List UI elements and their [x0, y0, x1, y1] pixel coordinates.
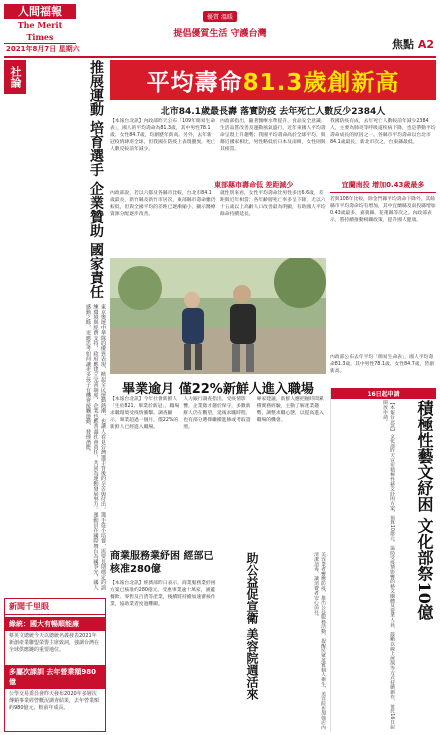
culture-relief-body: 【本報台北訊】文化部昨天宣布積極性藝文紓困方案，預算10億元，協助受疫情影響的藝文團體及從業人員，鼓勵以線上展演等方式持續創作，並於16日起開放申請。 [382, 400, 394, 730]
elderly-walking-photo [110, 258, 326, 374]
lead-article-middle [110, 190, 326, 254]
masthead-logo [4, 4, 76, 40]
header-slogan: 提倡優質生活 守護台灣 [173, 29, 267, 39]
editorial-headline: 推展運動 培育選手 企業贊助 國家責任 [88, 60, 104, 299]
editorial-column [4, 60, 106, 595]
brief-1-headline: 綠統：國大有暢順能廉 [5, 617, 105, 631]
jobs-article-col-3: 專家建議，新鮮人應把握時間累積實務經驗，主動了解產業趨勢，調整求職心態，以提高進入職場的機會。 [256, 397, 324, 423]
section-name: 焦點 [391, 38, 414, 51]
header-rule [4, 56, 436, 58]
lead-article-col-3: 我國防疫有成，去年死亡人數較前年減少2384人，主要為肺炎等呼吸道疾病下降，也是帶動平均壽命成長的原因之一。各縣市平均壽命以台北市84.1歲最長，新北市次之，台東縣最低。 [330, 119, 436, 145]
lead-headline-banner [110, 60, 436, 100]
editorial-tag: 社論 [4, 60, 26, 94]
sidebar-article [330, 180, 436, 350]
lead-article-top [110, 118, 436, 178]
lead-headline-left: 平均壽命 [146, 69, 243, 96]
sidebar-body: 若與108年比較，除金門縣平均壽命下降外，其餘縣市平均壽命均有增加，其中宜蘭縣及南投縣增加0.43歲最多，嘉義縣、花蓮縣等次之。內政部表示，將持續推動相關政策，提升國人健康。 [330, 197, 436, 223]
page-number: A2 [417, 38, 434, 51]
lead-article-col-1: 【本報台北訊】內政部昨天公布「109年簡易生命表」，國人的平均壽命為81.3歲，其中男性78.1歲、女性84.7歲，均創歷年新高。另外，去年新冠疫情肆虐全球，但我國在防疫上表現優異，死亡人數反較前年減少。 [110, 119, 216, 152]
brief-1-body: 蔡英文總統今天以總統名義發表2021年新創產業聯盟榮譽主席致詞，強調台灣在全球供應鏈的重要地位。 [9, 633, 100, 653]
photo-caption: 內政部公布去年平均「簡易生命表」，國人平均壽命81.3歲，其中男性78.1歲、女性84.7歲，皆創新高。 [330, 355, 434, 374]
beauty-salon-headline: 助公益促宣衛 美容院週活來 [245, 552, 259, 701]
issue-date: 2021年8月7日 星期六 [6, 45, 80, 53]
header-chip: 優質 溫暖 [203, 11, 237, 22]
editorial-body: 東京奧運中華隊的優異表現，掀起全民運動熱潮，也讓人看見台灣選手背後的辛苦與付出。選手從小培養，需要長期穩定的訓練環境與經費支持，政府應建立完善制度，企業也應善盡社會責任，共同為運動發展努力。運動員在國際舞台為國爭光，國人感動之餘，更應思考如何讓更多孩子有機會接觸運動、發揮潛能。 [85, 304, 106, 590]
jobs-article-col-2: 人力銀行調查指出，受疫情影響，企業徵才趨於保守，多數新鮮人仍在觀望，延後求職時程，也有部分選擇繼續進修或考取證照。 [183, 397, 251, 430]
lead-section-subhead: 東部縣市壽命低 差距減少 [214, 181, 294, 189]
lead-article-col-2: 內政部指出，隨著醫療水準提升、食品安全意識、生活品質改善及運動風氣盛行，近年來國人平均壽命呈現上升趨勢；我國平均壽命高於全球平均，與鄰近國家相比，男性略低於日本及南韓，女性則與其相當。 [220, 119, 326, 152]
relief-headline: 商業服務業紓困 經部已核准280億 [110, 551, 214, 575]
jobs-article [110, 396, 326, 546]
lead-headline-right: 81.3歲創新高 [242, 69, 400, 96]
section-label [392, 36, 434, 52]
culture-relief-date-badge: 16日起申請 [331, 388, 436, 399]
sidebar-headline: 宜蘭南投 增加0.43歲最多 [330, 180, 436, 193]
news-brief-title: 新聞千里眼 [5, 599, 105, 615]
news-brief-box [4, 598, 106, 732]
brief-2-headline: 多屬次課訓 去年營業額980億 [5, 665, 105, 689]
beauty-salon-body: 美容業者響應防疫，推出公益服務活動，提醒民眾落實個人衛生，美容院也加強店內清潔消毒，讓消費者安心前往。 [313, 552, 325, 730]
relief-body: 【本報台北訊】經濟部昨日表示，商業服務業紓困方案已核准約280億元，受惠事業逾十萬家，涵蓋餐飲、零售及百貨等產業，後續將持續加速審核作業，協助業者度過難關。 [110, 581, 216, 607]
news-photo [110, 258, 326, 374]
lead-article-col-4: 內政部說，若以六都及各縣市比較，台北市84.1歲最長，新竹縣及新竹市居次，東部縣市壽命雖仍較低，但與全國平均的差距已逐漸縮小，顯示醫療資源分配逐步改善。 [110, 191, 216, 217]
jobs-headline: 畢業逾月 僅22%新鮮人進入職場 [122, 382, 314, 397]
masthead-title: 人間福報 [4, 4, 76, 19]
culture-relief-headline: 積極性藝文紓困 文化部祭10億 [415, 400, 434, 620]
lead-article-col-5: 就性別來看，女性平均壽命比男性多出6.6歲，差距與近年相當；各年齡層死亡率多呈下降，尤以六十五歲以上高齡人口改善最為明顯，有助國人平均餘命持續延長。 [220, 191, 326, 217]
culture-relief-article [330, 388, 436, 732]
lead-subheadline: 北市84.1歲最長壽 落實防疫 去年死亡人數反少2384人 [160, 107, 386, 117]
masthead-english: The Merit Times [4, 19, 76, 44]
page-header [0, 0, 440, 58]
brief-2-body: 公學交易委員會昨天發布2020年多層次傳銷事業經營概況調查結果，去年營業額約980億元，較前年成長。 [9, 691, 100, 711]
jobs-article-col-1: 【本報台北訊】今年社會新鮮人「生於821、畢業於新冠」，職場求職環境受疫情衝擊。調查顯示，畢業超過一個月，僅22%的新鮮人已經進入職場。 [110, 397, 180, 430]
header-center [150, 4, 290, 39]
